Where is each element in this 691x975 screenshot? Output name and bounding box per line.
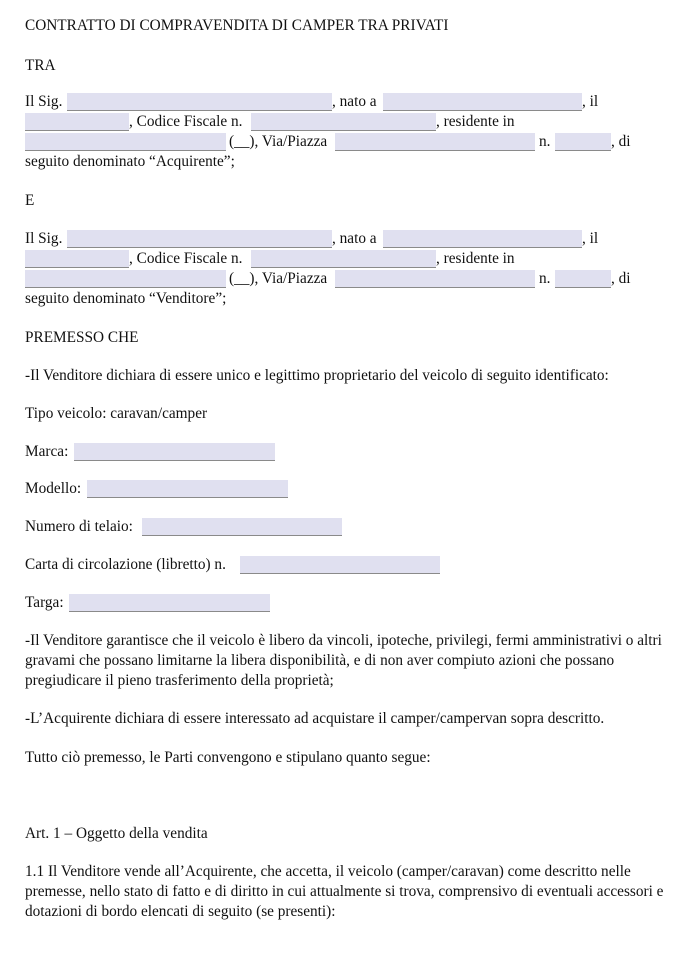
- document-title: CONTRATTO DI COMPRAVENDITA DI CAMPER TRA PRIVATI: [25, 17, 449, 34]
- buyer-denominato: seguito denominato “Acquirente”;: [25, 153, 235, 170]
- libretto-field[interactable]: [240, 556, 440, 574]
- premise-guarantee: -Il Venditore garantisce che il veicolo è libero da vincoli, ipoteche, privilegi, fermi amministrativi o altri gravami che possano limitarne la libera disponibilità, e di non aver compiuto azioni che possano pregiudicare il pieno trasferimento della proprietà;: [25, 632, 662, 689]
- seller-numero-label: n.: [539, 270, 551, 287]
- libretto-label: Carta di circolazione (libretto) n.: [25, 556, 226, 573]
- seller-residence-field[interactable]: [25, 270, 226, 288]
- buyer-street-number-field[interactable]: [555, 133, 611, 151]
- buyer-provincia-label: (__), Via/Piazza: [229, 133, 328, 150]
- premise-conclusion: Tutto ciò premesso, le Parti convengono e stipulano quanto segue:: [25, 749, 431, 766]
- marca-field[interactable]: [74, 443, 275, 461]
- premise-buyer-interest: -L’Acquirente dichiara di essere interessato ad acquistare il camper/campervan sopra descritto.: [25, 710, 605, 727]
- buyer-birthplace-field[interactable]: [383, 93, 582, 111]
- seller-birthdate-field[interactable]: [25, 250, 129, 268]
- buyer-il-label: , il: [582, 93, 599, 110]
- seller-tax-code-field[interactable]: [251, 250, 436, 268]
- buyer-residence-field[interactable]: [25, 133, 226, 151]
- targa-label: Targa:: [25, 594, 64, 611]
- buyer-nato-a-label: , nato a: [332, 93, 377, 110]
- buyer-name-field[interactable]: [67, 93, 332, 111]
- seller-di-label: , di: [611, 270, 631, 287]
- telaio-field[interactable]: [142, 518, 342, 536]
- section-e: E: [25, 192, 35, 209]
- seller-birthplace-field[interactable]: [383, 230, 582, 248]
- buyer-birthdate-field[interactable]: [25, 113, 129, 131]
- telaio-label: Numero di telaio:: [25, 518, 133, 535]
- premise-owner-declaration: -Il Venditore dichiara di essere unico e legittimo proprietario del veicolo di seguito identificato:: [25, 367, 609, 384]
- seller-provincia-label: (__), Via/Piazza: [229, 270, 328, 287]
- modello-field[interactable]: [87, 480, 288, 498]
- seller-nato-a-label: , nato a: [332, 230, 377, 247]
- seller-street-field[interactable]: [335, 270, 535, 288]
- buyer-numero-label: n.: [539, 133, 551, 150]
- marca-label: Marca:: [25, 443, 69, 460]
- seller-codice-fiscale-label: , Codice Fiscale n.: [129, 250, 243, 267]
- buyer-street-field[interactable]: [335, 133, 535, 151]
- targa-field[interactable]: [69, 594, 270, 612]
- vehicle-type: Tipo veicolo: caravan/camper: [25, 405, 208, 422]
- seller-residente-label: , residente in: [436, 250, 515, 267]
- buyer-residente-label: , residente in: [436, 113, 515, 130]
- seller-street-number-field[interactable]: [555, 270, 611, 288]
- section-premesso-che: PREMESSO CHE: [25, 329, 139, 346]
- buyer-sig-label: Il Sig.: [25, 93, 63, 110]
- buyer-codice-fiscale-label: , Codice Fiscale n.: [129, 113, 243, 130]
- seller-il-label: , il: [582, 230, 599, 247]
- seller-name-field[interactable]: [67, 230, 332, 248]
- buyer-tax-code-field[interactable]: [251, 113, 436, 131]
- article-1-1: 1.1 Il Venditore vende all’Acquirente, che accetta, il veicolo (camper/caravan) come descritto nelle premesse, nello stato di fatto e di diritto in cui attualmente si trova, comprensivo di eventuali accessori e dotazioni di bordo elencati di seguito (se presenti):: [25, 863, 664, 920]
- seller-sig-label: Il Sig.: [25, 230, 63, 247]
- seller-denominato: seguito denominato “Venditore”;: [25, 290, 227, 307]
- modello-label: Modello:: [25, 480, 82, 497]
- article-1-title: Art. 1 – Oggetto della vendita: [25, 825, 208, 842]
- section-tra: TRA: [25, 57, 56, 74]
- buyer-di-label: , di: [611, 133, 631, 150]
